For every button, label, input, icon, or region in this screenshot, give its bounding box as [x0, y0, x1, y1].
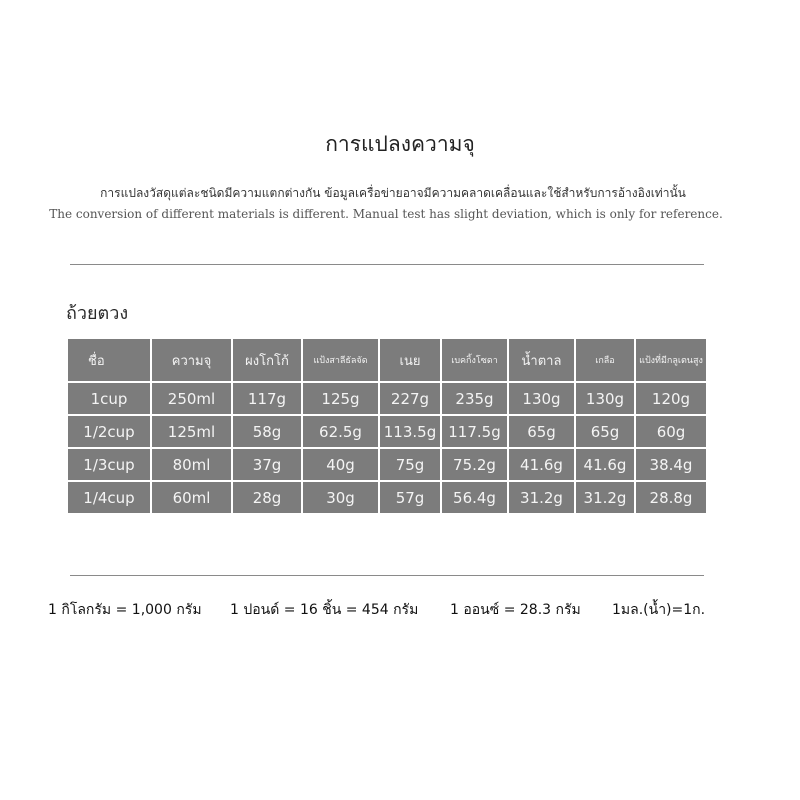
header-flour: แป้งสาลีธัลจัด [302, 338, 379, 382]
table-cell: 31.2g [508, 481, 575, 514]
footer-pound: 1 ปอนด์ = 16 ชิ้น = 454 กรัม [230, 602, 419, 618]
header-name: ชื่อ [67, 338, 151, 382]
footer-millilitre: 1มล.(น้ำ)=1ก. [612, 602, 706, 618]
table-cell: 41.6g [575, 448, 635, 481]
table-cell: 80ml [151, 448, 232, 481]
table-cell: 57g [379, 481, 441, 514]
header-sugar: น้ำตาล [508, 338, 575, 382]
table-cell: 30g [302, 481, 379, 514]
table-cell: 31.2g [575, 481, 635, 514]
section-label: ถ้วยตวง [66, 303, 129, 324]
footer-ounce: 1 ออนซ์ = 28.3 กรัม [450, 602, 581, 618]
table-cell: 28g [232, 481, 302, 514]
table-cell: 1/3cup [67, 448, 151, 481]
table-cell: 60g [635, 415, 707, 448]
table-cell: 28.8g [635, 481, 707, 514]
table-cell: 75.2g [441, 448, 508, 481]
table-row [67, 382, 707, 415]
table-cell: 235g [441, 382, 508, 415]
table-cell: 1cup [67, 382, 151, 415]
header-baking-soda: เบคกิ้งโซดา [441, 338, 508, 382]
table-row [67, 448, 707, 481]
table-cell: 38.4g [635, 448, 707, 481]
page-title: การแปลงความจุ [325, 132, 475, 156]
table-cell: 130g [575, 382, 635, 415]
table-cell: 1/4cup [67, 481, 151, 514]
table-cell: 113.5g [379, 415, 441, 448]
table-cell: 125g [302, 382, 379, 415]
top-divider [70, 264, 704, 265]
table-cell: 58g [232, 415, 302, 448]
table-row [67, 415, 707, 448]
subtitle-english: The conversion of different materials is different. Manual test has slight deviation, which is only for reference. [49, 207, 723, 221]
table-cell: 117g [232, 382, 302, 415]
table-cell: 62.5g [302, 415, 379, 448]
table-cell: 56.4g [441, 481, 508, 514]
table-cell: 65g [508, 415, 575, 448]
subtitle-thai: การแปลงวัสดุแต่ละชนิดมีความแตกต่างกัน ข้อมูลเครื่อข่ายอาจมีความคลาดเคลื่อนและใช้สำหรับการอ้างอิงเท่านั้น [100, 186, 686, 200]
header-capacity: ความจุ [151, 338, 232, 382]
table-cell: 227g [379, 382, 441, 415]
table-cell: 75g [379, 448, 441, 481]
footer-kilogram: 1 กิโลกรัม = 1,000 กรัม [48, 602, 202, 618]
table-cell: 60ml [151, 481, 232, 514]
table-cell: 1/2cup [67, 415, 151, 448]
table-cell: 125ml [151, 415, 232, 448]
table-cell: 37g [232, 448, 302, 481]
table-header-row [67, 338, 707, 382]
table-cell: 65g [575, 415, 635, 448]
header-cocoa: ผงโกโก้ [232, 338, 302, 382]
conversion-table [66, 337, 708, 515]
table-row [67, 481, 707, 514]
header-salt: เกลือ [575, 338, 635, 382]
table-cell: 117.5g [441, 415, 508, 448]
table-cell: 41.6g [508, 448, 575, 481]
bottom-divider [70, 575, 704, 576]
table-cell: 130g [508, 382, 575, 415]
header-butter: เนย [379, 338, 441, 382]
header-bread-flour: แป้งที่มีกลูเตนสูง [635, 338, 707, 382]
table-cell: 40g [302, 448, 379, 481]
table-cell: 250ml [151, 382, 232, 415]
table-cell: 120g [635, 382, 707, 415]
